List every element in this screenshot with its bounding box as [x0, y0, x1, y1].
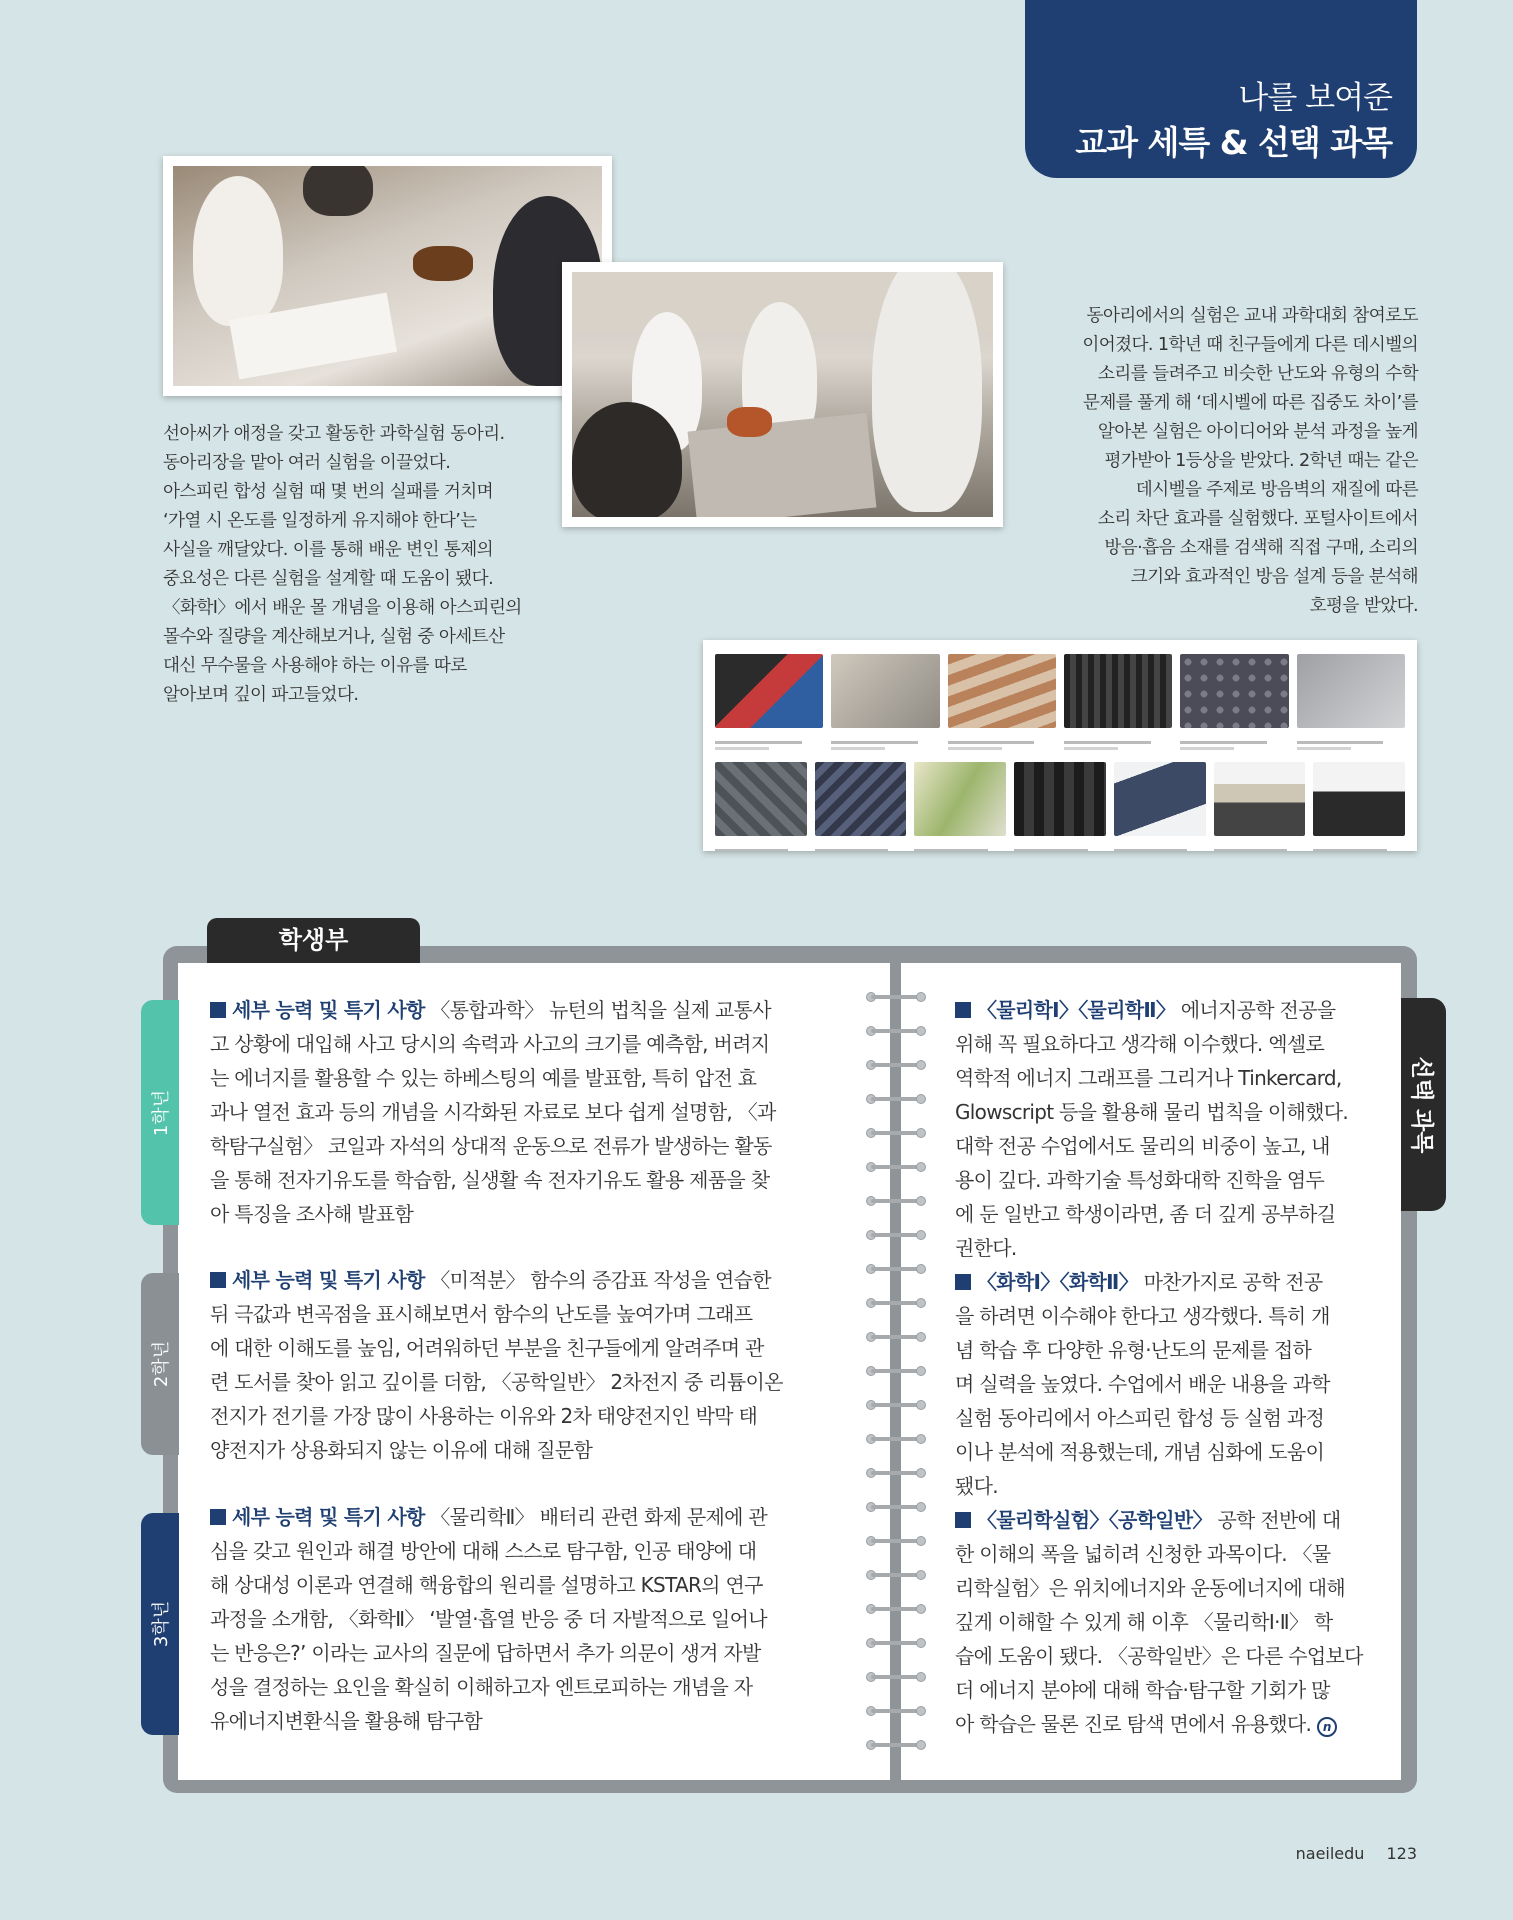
- year3-record: [210, 1500, 820, 1738]
- record-line: 학탐구실험〉 코일과 자석의 상대적 운동으로 전류가 발생하는 활동: [210, 1134, 772, 1158]
- caption-line: 평가받아 1등상을 받았다. 2학년 때는 같은: [1104, 451, 1418, 471]
- record-line: 는 반응은?’ 이라는 교사의 질문에 답하면서 추가 의문이 생겨 자발: [210, 1641, 761, 1665]
- year1-record: [210, 993, 820, 1231]
- elective-line: 깊게 이해할 수 있게 해 이후 〈물리학Ⅰ·Ⅱ〉 학: [955, 1610, 1333, 1634]
- elective-line: 리학실험〉은 위치에너지와 운동에너지에 대해: [955, 1576, 1346, 1600]
- elective-line: 습에 도움이 됐다. 〈공학일반〉은 다른 수업보다: [955, 1644, 1363, 1668]
- page-number: 123: [1386, 1844, 1417, 1863]
- record-line: 과나 열전 효과 등의 개념을 시각화된 자료로 보다 쉽게 설명함, 〈과: [210, 1100, 776, 1124]
- record-line: 과정을 소개함, 〈화학Ⅱ〉 ‘발열·흡열 반응 중 더 자발적으로 일어나: [210, 1607, 767, 1631]
- tab-year3-label: 3학년: [151, 1600, 172, 1648]
- magazine-brand: naeiledu: [1295, 1844, 1365, 1863]
- record-heading: 세부 능력 및 특기 사항: [232, 1268, 425, 1292]
- material-search-screenshot: [703, 640, 1417, 851]
- elective-line: 이나 분석에 적용했는데, 개념 심화에 도움이: [955, 1440, 1325, 1464]
- caption-line: 사실을 깨달았다. 이를 통해 배운 변인 통제의: [163, 540, 494, 560]
- record-heading: 세부 능력 및 특기 사항: [232, 1505, 425, 1529]
- square-bullet-icon: [210, 1509, 226, 1525]
- elective-subject: 〈화학Ⅰ〉〈화학Ⅱ〉: [977, 1270, 1138, 1294]
- elective-text: 에너지공학 전공을: [1175, 998, 1336, 1022]
- caption-line: 〈화학Ⅰ〉에서 배운 몰 개념을 이용해 아스피린의: [163, 598, 522, 618]
- record-line: 심을 갖고 원인과 해결 방안에 대해 스스로 탐구함, 인공 태양에 대: [210, 1539, 757, 1563]
- square-bullet-icon: [955, 1512, 971, 1528]
- tab-year1-label: 1학년: [151, 1089, 172, 1136]
- elective-line: 에 둔 일반고 학생이라면, 좀 더 깊게 공부하길: [955, 1202, 1336, 1226]
- elective-line: 실험 동아리에서 아스피린 합성 등 실험 과정: [955, 1406, 1325, 1430]
- elective-subject: 〈물리학실험〉〈공학일반〉: [977, 1508, 1212, 1532]
- record-line: 고 상황에 대입해 사고 당시의 속력과 사고의 크기를 예측함, 버려지: [210, 1032, 770, 1056]
- tab-year2-label: 2학년: [151, 1340, 172, 1388]
- caption-line: 알아본 실험은 아이디어와 분석 과정을 높게: [1097, 422, 1418, 442]
- square-bullet-icon: [955, 1002, 971, 1018]
- record-line: 유에너지변환식을 활용해 탐구함: [210, 1709, 482, 1733]
- photo-caption-right: [1030, 302, 1418, 621]
- caption-line: 데시벨을 주제로 방음벽의 재질에 따른: [1135, 480, 1418, 500]
- caption-line: 동아리에서의 실험은 교내 과학대회 참여로도: [1086, 306, 1418, 326]
- record-heading: 세부 능력 및 특기 사항: [232, 998, 425, 1022]
- elective-line: 며 실력을 높였다. 수업에서 배운 내용을 과학: [955, 1372, 1330, 1396]
- record-text: 〈물리학Ⅱ〉 배터리 관련 화제 문제에 관: [430, 1505, 768, 1529]
- square-bullet-icon: [955, 1274, 971, 1290]
- caption-line: 소리 차단 효과를 실험했다. 포털사이트에서: [1097, 509, 1418, 529]
- tab-elective: [1401, 998, 1446, 1211]
- elective-text: 공학 전반에 대: [1211, 1508, 1341, 1532]
- record-line: 련 도서를 찾아 읽고 깊이를 더함, 〈공학일반〉 2차전지 중 리튬이온: [210, 1370, 783, 1394]
- caption-line: ‘가열 시 온도를 일정하게 유지해야 한다’는: [163, 511, 477, 531]
- end-mark-icon: n: [1317, 1717, 1337, 1737]
- elective-line: 용이 깊다. 과학기술 특성화대학 진학을 염두: [955, 1168, 1325, 1192]
- elective-line: Glowscript 등을 활용해 물리 법칙을 이해했다.: [955, 1100, 1349, 1124]
- caption-line: 크기와 효과적인 방음 설계 등을 분석해: [1130, 567, 1418, 587]
- elective-line: 대학 전공 수업에서도 물리의 비중이 높고, 내: [955, 1134, 1330, 1158]
- caption-line: 이어졌다. 1학년 때 친구들에게 다른 데시벨의: [1082, 335, 1418, 355]
- record-text: 〈미적분〉 함수의 증감표 작성을 연습한: [430, 1268, 771, 1292]
- caption-line: 선아씨가 애정을 갖고 활동한 과학실험 동아리.: [163, 424, 505, 444]
- record-line: 뒤 극값과 변곡점을 표시해보면서 함수의 난도를 높여가며 그래프: [210, 1302, 753, 1326]
- elective-line: 을 하려면 이수해야 한다고 생각했다. 특히 개: [955, 1304, 1330, 1328]
- record-line: 아 특징을 조사해 발표함: [210, 1202, 414, 1226]
- year2-record: [210, 1263, 820, 1467]
- elective-line: 위해 꼭 필요하다고 생각해 이수했다. 엑셀로: [955, 1032, 1325, 1056]
- record-line: 성을 결정하는 요인을 확실히 이해하고자 엔트로피하는 개념을 자: [210, 1675, 753, 1699]
- tab-elective-label: 선택 과목: [1408, 1056, 1434, 1153]
- record-line: 는 에너지를 활용할 수 있는 하베스팅의 예를 발표함, 특히 압전 효: [210, 1066, 757, 1090]
- caption-line: 호평을 받았다.: [1309, 596, 1418, 616]
- elective-line: 아 학습은 물론 진로 탐색 면에서 유용했다.: [955, 1712, 1312, 1736]
- caption-line: 소리를 들려주고 비슷한 난도와 유형의 수학: [1097, 364, 1418, 384]
- tab-year1: [141, 1000, 179, 1225]
- header-subtitle: 나를 보여준: [1238, 80, 1392, 116]
- caption-line: 동아리장을 맡아 여러 실험을 이끌었다.: [163, 453, 451, 473]
- elective-line: 더 에너지 분야에 대해 학습·탐구할 기회가 많: [955, 1678, 1330, 1702]
- record-line: 을 통해 전자기유도를 학습함, 실생활 속 전자기유도 활용 제품을 찾: [210, 1168, 770, 1192]
- caption-line: 아스피린 합성 실험 때 몇 번의 실패를 거치며: [163, 482, 494, 502]
- elective-record: [955, 993, 1370, 1741]
- elective-text: 마찬가지로 공학 전공: [1137, 1270, 1323, 1294]
- page-footer: [1274, 1844, 1417, 1863]
- elective-line: 역학적 에너지 그래프를 그리거나 Tinkercard,: [955, 1066, 1342, 1090]
- notebook-spiral: [866, 990, 926, 1750]
- club-photo-1: [163, 156, 612, 396]
- elective-line: 권한다.: [955, 1236, 1017, 1260]
- club-photo-2: [562, 262, 1003, 527]
- elective-line: 념 학습 후 다양한 유형·난도의 문제를 접하: [955, 1338, 1312, 1362]
- section-header-tab: [1025, 0, 1417, 178]
- caption-line: 방음·흡음 소재를 검색해 직접 구매, 소리의: [1104, 538, 1418, 558]
- header-title: 교과 세특 & 선택 과목: [1075, 123, 1392, 162]
- record-line: 양전지가 상용화되지 않는 이유에 대해 질문함: [210, 1438, 593, 1462]
- elective-line: 됐다.: [955, 1474, 998, 1498]
- elective-subject: 〈물리학Ⅰ〉〈물리학Ⅱ〉: [977, 998, 1176, 1022]
- caption-line: 중요성은 다른 실험을 설계할 때 도움이 됐다.: [163, 569, 494, 589]
- caption-line: 문제를 풀게 해 ‘데시벨에 따른 집중도 차이’를: [1082, 393, 1418, 413]
- elective-line: 한 이해의 폭을 넓히려 신청한 과목이다. 〈물: [955, 1542, 1331, 1566]
- tab-year3: [141, 1513, 179, 1735]
- record-line: 에 대한 이해도를 높임, 어려워하던 부분을 친구들에게 알려주며 관: [210, 1336, 764, 1360]
- record-text: 〈통합과학〉 뉴턴의 법칙을 실제 교통사: [430, 998, 771, 1022]
- record-line: 해 상대성 이론과 연결해 핵융합의 원리를 설명하고 KSTAR의 연구: [210, 1573, 763, 1597]
- caption-line: 몰수와 질량을 계산해보거나, 실험 중 아세트산: [163, 627, 505, 647]
- caption-line: 대신 무수물을 사용해야 하는 이유를 따로: [163, 656, 467, 676]
- caption-line: 알아보며 깊이 파고들었다.: [163, 685, 359, 705]
- record-line: 전지가 전기를 가장 많이 사용하는 이유와 2차 태양전지인 박막 태: [210, 1404, 758, 1428]
- square-bullet-icon: [210, 1002, 226, 1018]
- tab-year2: [141, 1273, 179, 1455]
- photo-caption-left: [163, 420, 563, 710]
- square-bullet-icon: [210, 1272, 226, 1288]
- student-record-label: 학생부: [207, 918, 420, 964]
